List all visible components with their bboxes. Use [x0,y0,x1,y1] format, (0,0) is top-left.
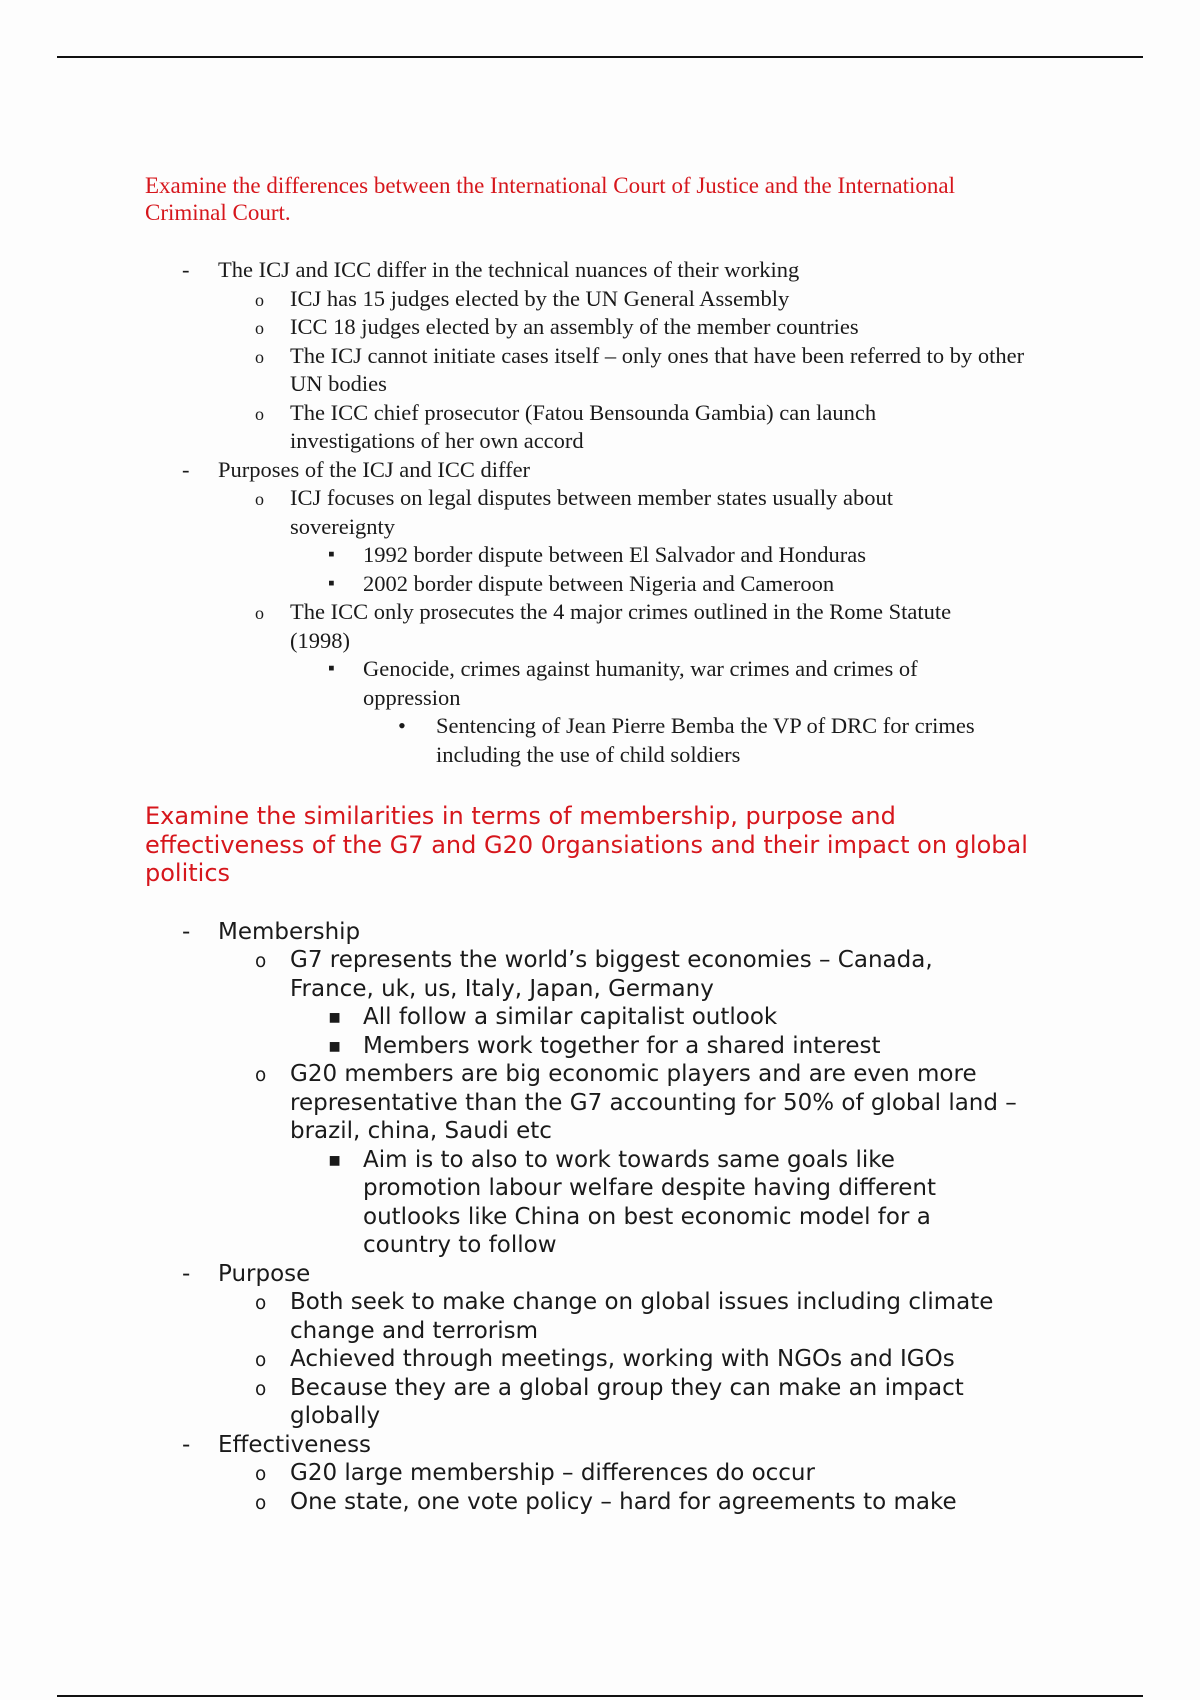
square-bullet: ▪ [328,1033,342,1057]
dot-bullet: • [398,713,406,738]
circle-bullet: o [255,403,264,424]
icj-icc-bullet-list [145,256,1045,769]
list-item: o G20 members are big economic players and are even more representative than the G7 accounting for 50% of global land – brazil, china, Saudi etc [255,1061,1017,1144]
list-item: - Effectiveness [182,1431,372,1458]
list-item: o The ICJ cannot initiate cases itself – only ones that have been referred to by other UN bodies [255,342,1025,396]
list-item: o Both seek to make change on global issues including climate change and terrorism [255,1289,994,1344]
list-item: - The ICJ and ICC differ in the technical nuances of their working [145,256,1045,285]
g7-g20-bullet-list [145,918,1045,1517]
circle-bullet: o [255,1293,267,1314]
list-item: - Membership [182,918,361,945]
square-bullet: ▪ [328,572,335,594]
list-item: ▪ Members work together for a shared interest [328,1032,881,1059]
square-bullet: ▪ [328,1005,342,1028]
section-heading-icj-icc: Examine the differences between the International Court of Justice and the International Criminal Court. [145,173,956,225]
section-heading-g7-g20: Examine the similarities in terms of membership, purpose and effectiveness of the G7 and G20 0rgansiations and their impact on global politics [145,802,1028,887]
dash-bullet: - [182,1260,191,1287]
dash-bullet: - [182,257,190,282]
bottom-rule [57,1695,1143,1697]
circle-bullet: o [255,1492,267,1514]
circle-bullet: o [255,1378,267,1400]
dash-bullet: - [182,1431,191,1458]
list-item: o Because they are a global group they can make an impact globally [255,1374,964,1429]
list-item: ▪ All follow a similar capitalist outlook [328,1004,778,1030]
dash-bullet: - [182,918,191,945]
list-item: o G20 large membership – differences do occur [145,1459,1045,1488]
circle-bullet: o [255,489,264,509]
circle-bullet: o [255,1350,267,1371]
list-item: o G7 represents the world’s biggest economies – Canada, France, uk, us, Italy, Japan, Germany [255,947,933,1002]
icj-icc-section [145,172,1045,769]
top-rule [57,56,1143,58]
list-item: o ICJ focuses on legal disputes between member states usually about sovereignty [255,485,893,539]
list-item: o ICJ has 15 judges elected by the UN General Assembly [145,285,1045,314]
list-item: ▪ 1992 border dispute between El Salvador and Honduras [145,541,1045,570]
circle-bullet: o [255,1065,267,1086]
list-item: o ICC 18 judges elected by an assembly of the member countries [145,313,1045,342]
list-item: o One state, one vote policy – hard for agreements to make [145,1488,1045,1517]
list-item: - Purpose [182,1260,311,1287]
list-item: - Purposes of the ICJ and ICC differ [145,456,1045,485]
list-item: o The ICC only prosecutes the 4 major crimes outlined in the Rome Statute (1998) [255,599,952,653]
list-item: ▪ Aim is to also to work towards same goals like promotion labour welfare despite having different outlooks like China on best economic model for a country to follow [328,1146,936,1258]
square-bullet: ▪ [328,1147,342,1171]
square-bullet: ▪ [328,544,335,565]
list-item: o Achieved through meetings, working with NGOs and IGOs [145,1345,1045,1374]
list-item: • Sentencing of Jean Pierre Bemba the VP of DRC for crimes including the use of child soldiers [398,713,975,767]
circle-bullet: o [255,346,264,367]
list-item: o The ICC chief prosecutor (Fatou Bensounda Gambia) can launch investigations of her own accord [255,399,877,453]
circle-bullet: o [255,318,264,338]
dash-bullet: - [182,456,190,482]
list-item: ▪ Genocide, crimes against humanity, war crimes and crimes of oppression [328,656,918,710]
circle-bullet: o [255,289,264,310]
list-item: ▪ 2002 border dispute between Nigeria and Cameroon [145,570,1045,599]
circle-bullet: o [255,603,264,623]
square-bullet: ▪ [328,658,335,679]
g7-g20-section [145,802,1045,1516]
circle-bullet: o [255,1464,267,1485]
circle-bullet: o [255,951,267,972]
